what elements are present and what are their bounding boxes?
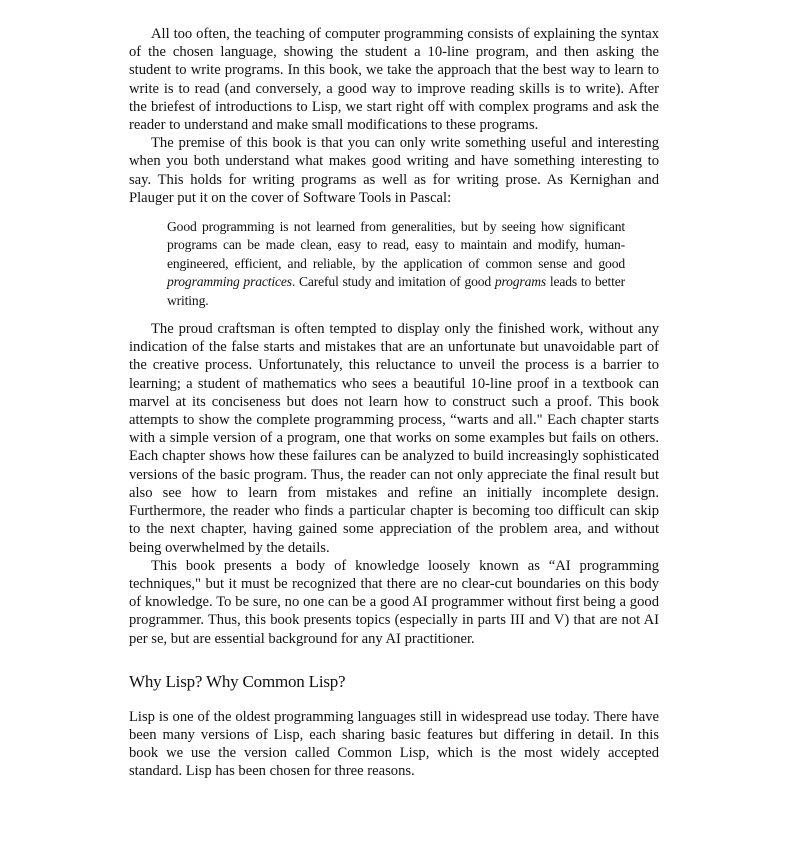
section-heading: Why Lisp? Why Common Lisp? (129, 671, 346, 691)
quote-emphasis-programs: programs (494, 274, 547, 290)
paragraph-body-of-knowledge: This book presents a body of knowledge loosely known as “AI programming techniques," but it must be recognized that there are no clear-cut boundaries on this body of knowledge. To be sure, no one can be a good AI programmer without first being a good programmer. Thus, this book presents topics (especially in parts III and V) that are not AI per se, but are essential background for any AI practitioner. (129, 557, 659, 647)
paragraph-craftsman: The proud craftsman is often tempted to display only the finished work, without any indication of the false starts and mistakes that are an unfortunate but unavoidable part of the creative process. Unfortunately, this reluctance to unveil the process is a barrier to learning; a student of mathematics who sees a beautiful 10-line proof in a textbook can marvel at its conciseness but does not learn how to construct such a proof. This book attempts to show the complete programming process, “warts and all." Each chapter starts with a simple version of a program, one that works on some examples but fails on others. Each chapter shows how these failures can be analyzed to build increasingly sophisticated versions of the basic program. Thus, the reader can not only appreciate the final result but also see how to learn from mistakes and refine an initially incomplete design. Furthermore, the reader who finds a particular chapter is becoming too difficult can skip to the next chapter, having gained some appreciation of the problem area, and without being overwhelmed by the details. (129, 321, 659, 556)
paragraph-intro: All too often, the teaching of computer programming consists of explaining the syntax of the chosen language, showing the student a 10-line program, and then asking the student to write programs. In this book, we take the approach that the best way to learn to write is to read (and conversely, a good way to improve reading skills is to write). After the briefest of introductions to Lisp, we start right off with complex programs and ask the reader to understand and make small modifications to these programs. (129, 26, 659, 134)
paragraph-lisp-intro: Lisp is one of the oldest programming languages still in widespread use today. There have been many versions of Lisp, each sharing basic features but differing in detail. In this book we use the version called Common Lisp, which is the most widely accepted standard. Lisp has been chosen for three reasons. (129, 708, 659, 780)
quote-text: Good programming is not learned from generalities, but by seeing how significant programs can be made clean, easy to read, easy to maintain and modify, human-engineered, efficient, and reliable, by the application of common sense and good (167, 219, 625, 271)
quote-text: . Careful study and imitation of good (291, 274, 495, 290)
quote-emphasis-practices: programming practices (167, 274, 292, 290)
block-quote (167, 218, 625, 310)
paragraph-premise: The premise of this book is that you can only write something useful and interesting when you both understand what makes good writing and have something interesting to say. This holds for writing programs as well as for writing prose. As Kernighan and Plauger put it on the cover of Software Tools in Pascal: (129, 135, 659, 206)
quote-text: leads to better writing. (167, 274, 625, 308)
book-page (129, 25, 659, 781)
